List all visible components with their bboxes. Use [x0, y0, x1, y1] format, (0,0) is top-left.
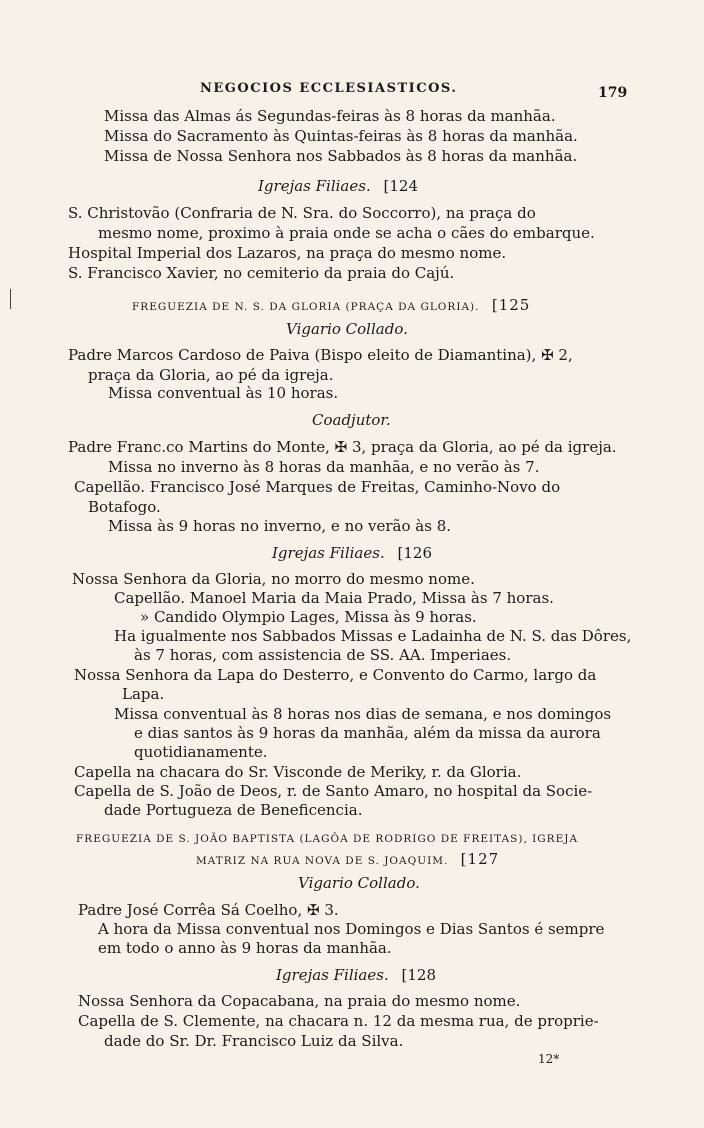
- parish-heading: [196, 850, 499, 870]
- text-line: Capella de S. Clemente, na chacara n. 12 da mesma rua, de proprie-: [78, 1012, 599, 1030]
- paragraph-number: 127: [467, 850, 500, 868]
- text-line: Missa do Sacramento às Quintas-feiras às 8 horas da manhãa.: [104, 127, 578, 145]
- text-line: Hospital Imperial dos Lazaros, na praça do mesmo nome.: [68, 244, 507, 262]
- bracket-mark: [: [491, 296, 499, 314]
- text-line: Missa de Nossa Senhora nos Sabbados às 8 horas da manhãa.: [104, 147, 578, 165]
- text-line: » Candido Olympio Lages, Missa às 9 horas.: [140, 608, 477, 626]
- text-line: praça da Gloria, ao pé da igreja.: [88, 366, 334, 384]
- text-line: Missa às 9 horas no inverno, e no verão às 8.: [108, 517, 452, 535]
- text-line: Capellão. Manoel Maria da Maia Prado, Missa às 7 horas.: [114, 589, 554, 607]
- text-line: mesmo nome, proximo à praia onde se acha o cães do embarque.: [98, 224, 595, 242]
- heading-text: Igrejas Filiaes.: [272, 544, 385, 562]
- heading-text: Igrejas Filiaes.: [276, 966, 389, 984]
- text-line: Missa no inverno às 8 horas da manhãa, e no verão às 7.: [108, 458, 540, 476]
- bracket-mark: [: [460, 850, 468, 868]
- text-line: e dias santos às 9 horas da manhãa, além da missa da aurora: [134, 724, 601, 742]
- section-heading: [272, 544, 432, 562]
- parish-title: MATRIZ NA RUA NOVA DE S. JOAQUIM.: [196, 855, 449, 867]
- section-heading: [258, 177, 418, 195]
- text-line: Padre Franc.co Martins do Monte, ✠ 3, praça da Gloria, ao pé da igreja.: [68, 438, 617, 456]
- text-line: S. Francisco Xavier, no cemiterio da praia do Cajú.: [68, 264, 455, 282]
- parish-heading: [132, 296, 530, 316]
- bracket-mark: [: [397, 544, 404, 562]
- bracket-mark: [: [401, 966, 408, 984]
- text-line: Missa conventual às 10 horas.: [108, 384, 339, 402]
- heading-text: Igrejas Filiaes.: [258, 177, 371, 195]
- text-line: Botafogo.: [88, 498, 161, 516]
- text-line: Lapa.: [122, 685, 165, 703]
- bracket-mark: [: [383, 177, 390, 195]
- text-line: Capellão. Francisco José Marques de Freitas, Caminho-Novo do: [74, 478, 561, 496]
- section-heading: [276, 966, 436, 984]
- paragraph-number: 126: [403, 544, 433, 562]
- text-line: Ha igualmente nos Sabbados Missas e Ladainha de N. S. das Dôres,: [114, 627, 632, 645]
- page-number: 179: [598, 85, 628, 101]
- paragraph-number: 128: [407, 966, 437, 984]
- role-heading: Coadjutor.: [312, 411, 391, 429]
- text-line: Missa conventual às 8 horas nos dias de semana, e nos domingos: [114, 705, 612, 723]
- text-line: dade do Sr. Dr. Francisco Luiz da Silva.: [104, 1032, 404, 1050]
- text-line: Padre José Corrêa Sá Coelho, ✠ 3.: [78, 901, 339, 919]
- text-line: Nossa Senhora da Copacabana, na praia do mesmo nome.: [78, 992, 521, 1010]
- margin-mark: [10, 289, 11, 309]
- text-line: quotidianamente.: [134, 743, 268, 761]
- paragraph-number: 124: [389, 177, 419, 195]
- text-line: em todo o anno às 9 horas da manhãa.: [98, 939, 392, 957]
- text-line: Padre Marcos Cardoso de Paiva (Bispo eleito de Diamantina), ✠ 2,: [68, 346, 573, 364]
- role-heading: Vigario Collado.: [298, 874, 420, 892]
- text-line: Capella de S. João de Deos, r. de Santo Amaro, no hospital da Socie-: [74, 782, 593, 800]
- text-line: S. Christovão (Confraria de N. Sra. do Soccorro), na praça do: [68, 204, 536, 222]
- paragraph-number: 125: [498, 296, 531, 314]
- text-line: dade Portugueza de Beneficencia.: [104, 801, 363, 819]
- parish-title: FREGUEZIA DE N. S. DA GLORIA (PRAÇA DA GLORIA).: [132, 301, 480, 313]
- text-line: Nossa Senhora da Lapa do Desterro, e Convento do Carmo, largo da: [74, 666, 597, 684]
- role-heading: Vigario Collado.: [286, 320, 408, 338]
- text-line: A hora da Missa conventual nos Domingos e Dias Santos é sempre: [98, 920, 605, 938]
- running-header: NEGOCIOS ECCLESIASTICOS.: [200, 81, 458, 96]
- signature-mark: 12*: [538, 1052, 560, 1066]
- text-line: às 7 horas, com assistencia de SS. AA. Imperiaes.: [134, 646, 512, 664]
- text-line: Capella na chacara do Sr. Visconde de Meriky, r. da Gloria.: [74, 763, 522, 781]
- text-line: Missa das Almas ás Segundas-feiras às 8 horas da manhãa.: [104, 107, 556, 125]
- parish-heading: FREGUEZIA DE S. JOÃO BAPTISTA (LAGÔA DE RODRIGO DE FREITAS), IGREJA: [76, 833, 579, 845]
- text-line: Nossa Senhora da Gloria, no morro do mesmo nome.: [72, 570, 475, 588]
